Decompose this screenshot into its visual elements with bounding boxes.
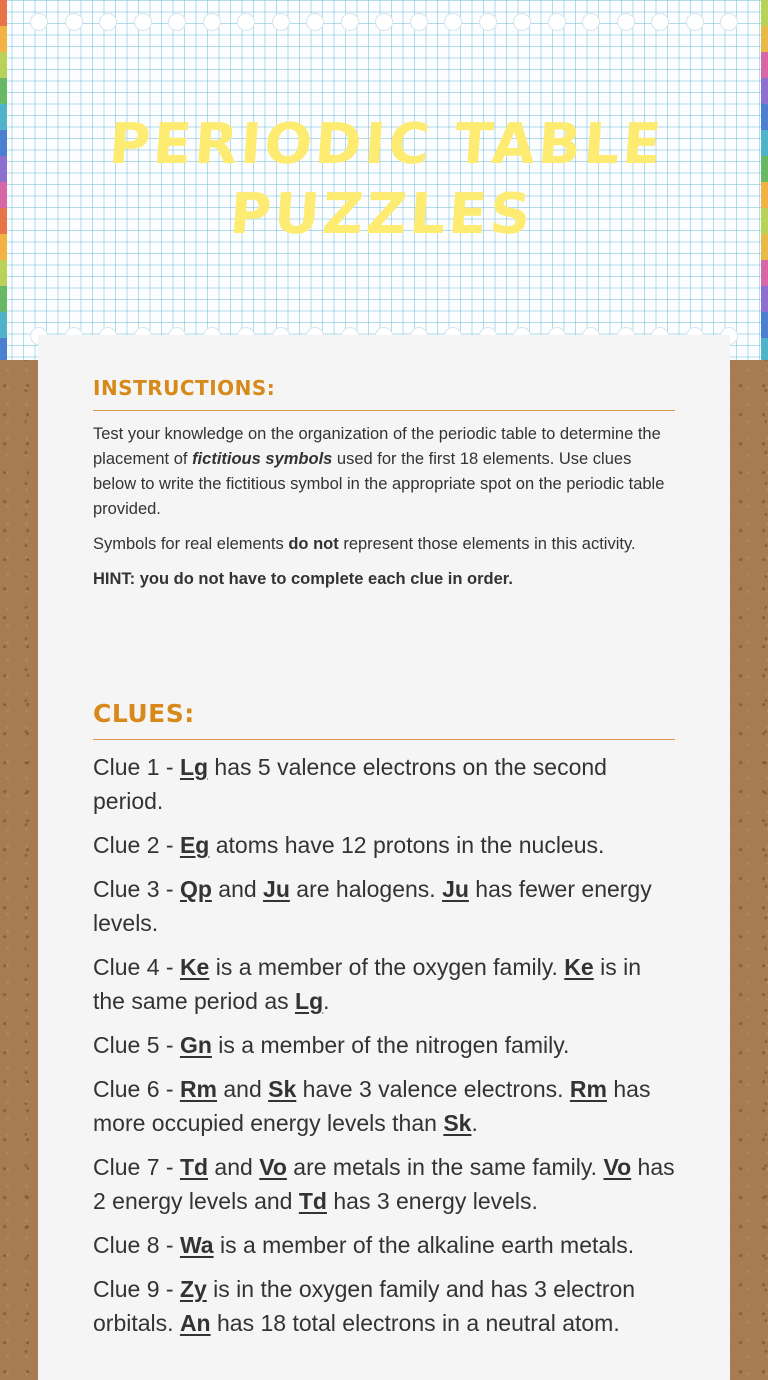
symbol: Gn (179, 1032, 212, 1058)
instructions-section (93, 375, 675, 602)
clues-heading: CLUES: (93, 699, 195, 728)
instructions-paragraph-2: Symbols for real elements do not represent those elements in this activity. (93, 535, 636, 553)
clue-5: Clue 5 - Gn is a member of the nitrogen family. (93, 1032, 570, 1058)
symbol: Wa (179, 1232, 214, 1258)
symbol: Vo (259, 1154, 287, 1180)
clue-3: Clue 3 - Qp and Ju are halogens. Ju has fewer energy levels. (93, 876, 652, 936)
hint-text: HINT: you do not have to complete each clue in order. (93, 570, 513, 588)
clue-2: Clue 2 - Eg atoms have 12 protons in the nucleus. (93, 832, 605, 858)
clue-7: Clue 7 - Td and Vo are metals in the same family. Vo has 2 energy levels and Td has 3 energy levels. (93, 1154, 675, 1214)
symbol: Td (179, 1154, 209, 1180)
clue-4: Clue 4 - Ke is a member of the oxygen family. Ke is in the same period as Lg. (93, 954, 641, 1014)
header-banner (0, 0, 768, 360)
clue-6: Clue 6 - Rm and Sk have 3 valence electrons. Rm has more occupied energy levels than Sk. (93, 1076, 651, 1136)
symbol: Lg (295, 988, 324, 1014)
instructions-divider (93, 410, 675, 411)
clue-8: Clue 8 - Wa is a member of the alkaline earth metals. (93, 1232, 635, 1258)
symbol: Ju (442, 876, 469, 902)
instructions-paragraph-1: Test your knowledge on the organization of the periodic table to determine the placement of fictitious symbols used for the first 18 elements. Use clues below to write the fictitious symbol in the appropriate spot on the periodic table provided. (93, 425, 665, 518)
emphasis-do-not: do not (288, 535, 339, 553)
instructions-body (93, 422, 675, 592)
symbol: Zy (179, 1276, 207, 1302)
binder-holes-top (30, 13, 738, 31)
symbol: Sk (268, 1076, 297, 1102)
symbol: Ju (263, 876, 290, 902)
symbol: Rm (179, 1076, 217, 1102)
symbol: Eg (179, 832, 210, 858)
clue-1: Clue 1 - Lg has 5 valence electrons on the second period. (93, 754, 607, 814)
instructions-heading: INSTRUCTIONS: (93, 376, 276, 400)
symbol: Ke (564, 954, 594, 980)
symbol: An (179, 1310, 211, 1336)
symbol: Qp (179, 876, 212, 902)
symbol: Sk (443, 1110, 472, 1136)
page-title: PERIODIC TABLE PUZZLES (106, 112, 667, 247)
symbol: Ke (179, 954, 210, 980)
symbol: Lg (179, 754, 209, 780)
emphasis-fictitious-symbols: fictitious symbols (192, 450, 333, 468)
clues-section (93, 698, 675, 1350)
symbol: Rm (569, 1076, 607, 1102)
clue-9: Clue 9 - Zy is in the oxygen family and has 3 electron orbitals. An has 18 total electrons in a neutral atom. (93, 1276, 636, 1336)
content-card (38, 335, 730, 1380)
symbol: Td (298, 1188, 327, 1214)
clues-divider (93, 739, 675, 740)
symbol: Vo (603, 1154, 632, 1180)
